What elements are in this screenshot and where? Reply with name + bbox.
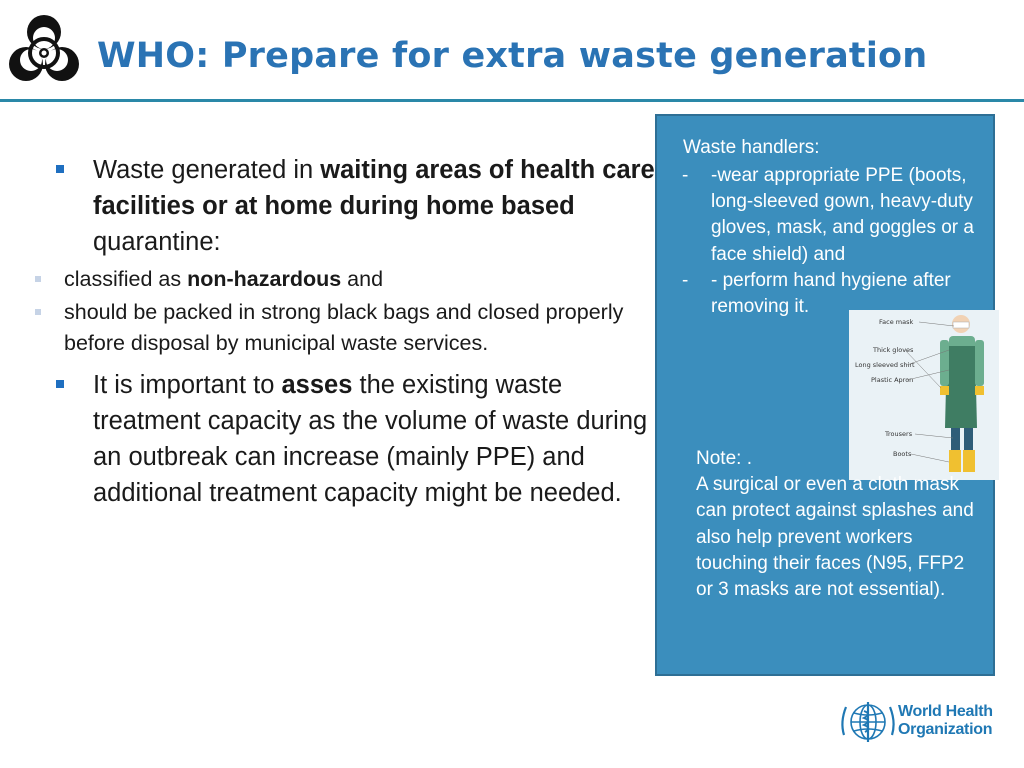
org-name-line: World Health — [898, 703, 993, 720]
sub-bullet-text: and — [341, 267, 384, 291]
bullet-assess-capacity — [56, 367, 656, 511]
note-heading: Note: . — [696, 448, 752, 469]
bullet-text: quarantine: — [93, 228, 221, 256]
panel-item-text: -wear appropriate PPE (boots, long-sleeved gown, heavy-duty gloves, mask, and goggles or a face shield) and — [711, 165, 974, 265]
sub-bullets — [19, 264, 656, 359]
note-text: A surgical or even a cloth mask can protect against splashes and also help prevent workers touching their faces (N95, FFP2 or 3 masks are not essential). — [696, 474, 974, 601]
panel-item-text: - perform hand hygiene after removing it. — [711, 269, 951, 318]
square-bullet-icon — [35, 276, 41, 282]
square-bullet-icon — [35, 309, 41, 315]
panel-heading: Waste handlers: — [683, 137, 820, 158]
figure-label: Long sleeved shirt — [855, 361, 915, 369]
bullet-bold-text: asses — [281, 371, 353, 399]
figure-label: Face mask — [879, 318, 914, 326]
bullet-waste-generated — [56, 152, 656, 260]
sub-bullet-classified — [0, 264, 656, 295]
bullet-text: Waste generated in — [93, 156, 321, 184]
panel-note — [696, 446, 986, 603]
figure-label: Trousers — [885, 430, 913, 438]
sub-bullet-text: classified as — [64, 267, 188, 291]
title-divider — [0, 99, 1024, 102]
main-content — [56, 152, 656, 515]
figure-label: Plastic Apron — [871, 376, 914, 384]
bullet-text: It is important to — [93, 371, 282, 399]
dash-bullet: - — [682, 269, 689, 291]
org-name-line: Organization — [898, 721, 993, 738]
page-title: WHO: Prepare for extra waste generation — [97, 36, 928, 76]
figure-label: Thick gloves — [873, 346, 914, 354]
who-organization-name — [898, 703, 993, 739]
bullet-bold-text: waiting areas of health care facilities or at home during home based — [93, 156, 655, 220]
square-bullet-icon — [56, 380, 64, 388]
dash-bullet: - — [682, 165, 689, 186]
sub-bullet-text: should be packed in strong black bags and closed properly before disposal by municipal waste services. — [64, 300, 624, 355]
figure-label: Boots — [893, 450, 912, 458]
panel-list — [679, 163, 979, 320]
panel-list-item — [679, 163, 979, 268]
sub-bullet-bold-text: non-hazardous — [187, 267, 342, 291]
biohazard-icon — [0, 8, 88, 92]
waste-handlers-panel — [655, 114, 995, 676]
bullet-text: the existing waste treatment capacity as the volume of waste during an outbreak can increase (mainly PPE) and additional treatment capacity might be needed. — [93, 371, 648, 507]
who-emblem-icon — [838, 699, 898, 745]
sub-bullet-packed — [0, 297, 624, 359]
square-bullet-icon — [56, 165, 64, 173]
